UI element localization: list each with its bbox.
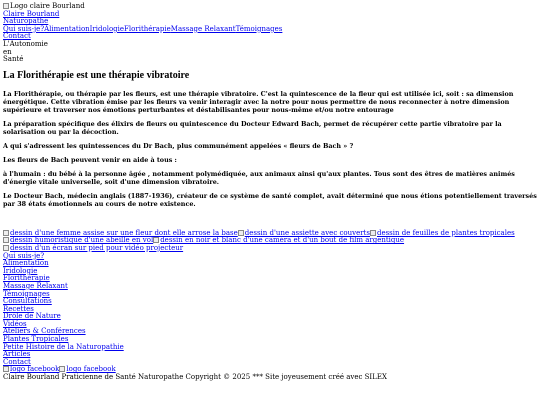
page <box>3 3 537 382</box>
facebook-icon <box>59 366 65 372</box>
tagline-line-2: en <box>3 47 12 56</box>
tagline-line-1: L'Autonomie <box>3 39 48 48</box>
site-logo[interactable]: Logo claire Bourland <box>3 3 537 11</box>
gallery-image-plate[interactable]: dessin d'une assiette avec couverts <box>238 230 370 238</box>
footer-link-recettes[interactable]: Recettes <box>3 304 34 313</box>
copyright: Claire Bourland Praticienne de Santé Naturopathe Copyright © 2025 *** Site joyeusement créé avec SILEX <box>3 373 387 382</box>
broken-image-icon <box>3 237 9 243</box>
nav-iridologie[interactable]: Iridologie <box>89 24 125 33</box>
tagline-line-3: Santé <box>3 55 24 64</box>
broken-image-icon <box>3 245 9 251</box>
image-gallery <box>3 230 537 253</box>
facebook-link-2[interactable]: logo facebook <box>59 366 115 374</box>
broken-image-icon <box>153 237 159 243</box>
nav-massage-relaxant[interactable]: Massage Relaxant <box>170 24 236 33</box>
gallery-image-woman-flower[interactable]: dessin d'une femme assise sur une fleur dont elle arrose la base <box>3 230 238 238</box>
nav-qui-suis-je[interactable]: Qui suis-je? <box>3 24 45 33</box>
footer-link-alimentation[interactable]: Alimentation <box>3 259 49 268</box>
footer-link-plantes-tropicales[interactable]: Plantes Tropicales <box>3 335 69 344</box>
footer-link-massage-relaxant[interactable]: Massage Relaxant <box>3 281 68 290</box>
footer-link-drole-de-nature[interactable]: Drôle de Nature <box>3 312 61 321</box>
article <box>3 70 537 208</box>
footer-link-contact[interactable]: Contact <box>3 357 31 366</box>
footer-link-qui-suis-je[interactable]: Qui suis-je? <box>3 251 45 260</box>
nav-alimentation[interactable]: Alimentation <box>44 24 90 33</box>
paragraph-human: à l'humain : du bébé à la personne âgée , notamment polymédiquée, aux animaux ainsi qu'aux plantes. Tous sont des êtres de matières animés d'énergie vitale universelle, soit d'une dimension vibratoire. <box>3 169 515 186</box>
footer-nav <box>3 253 537 367</box>
broken-image-icon <box>370 230 376 236</box>
nav-floritherapie[interactable]: Florithérapie <box>124 24 171 33</box>
paragraph-help: Les fleurs de Bach peuvent venir en aide à tous : <box>3 155 177 164</box>
facebook-icon <box>3 366 9 372</box>
paragraph-intro: La Florithérapie, ou thérapie par les fleurs, est une thérapie vibratoire. C'est la quintescence de la fleur qui est utilisée ici, soit : sa dimension énergétique. Cette vibration émise par les fleurs va venir interagir avec la notre pour nous permettre de nous reconnecter à notre dimension supérieure et traverser nos émotions perturbantes et déstabilisantes pour nous-même et/ou notre entourage <box>3 89 514 114</box>
footer-link-temoignages[interactable]: Témoignages <box>3 289 50 298</box>
footer-link-videos[interactable]: Vidéos <box>3 319 27 328</box>
site-header <box>3 3 537 64</box>
gallery-image-tropical-leaves[interactable]: dessin de feuilles de plantes tropicales <box>370 230 515 238</box>
footer-link-consultations[interactable]: Consultations <box>3 297 52 306</box>
nav-contact[interactable]: Contact <box>3 32 31 41</box>
brand-name-link[interactable]: Claire Bourland <box>3 9 60 18</box>
top-nav <box>3 26 537 34</box>
footer-link-floritherapie[interactable]: Florithérapie <box>3 274 50 283</box>
paragraph-question: A qui s'adressent les quintessences du Dr Bach, plus communément appelées « fleurs de Bach » ? <box>3 141 354 150</box>
facebook-link-1[interactable]: logo facebook <box>3 366 59 374</box>
broken-image-icon <box>3 3 9 9</box>
footer-link-ateliers[interactable]: Ateliers & Conférences <box>3 327 86 336</box>
gallery-row-2 <box>3 237 537 252</box>
broken-image-icon <box>238 230 244 236</box>
paragraph-doctor: Le Docteur Bach, médecin anglais (1887-1936), créateur de ce système de santé complet, avait déterminé que nous étions potentiellement traversés par 38 états émotionnels au cours de notre existence. <box>3 191 537 208</box>
footer-link-histoire-naturopathie[interactable]: Petite Histoire de la Naturopathie <box>3 342 124 351</box>
paragraph-preparation: La préparation spécifique des élixirs de fleurs ou quintescence du Docteur Edward Bach, permet de récupérer cette partie vibratoire par la solarisation ou par la décoction. <box>3 119 502 136</box>
footer-link-iridologie[interactable]: Iridologie <box>3 266 38 275</box>
gallery-image-screen[interactable]: dessin d'un écran sur pied pour vidéo projecteur <box>3 245 183 253</box>
page-title: La Florithérapie est une thérapie vibratoire <box>3 69 190 81</box>
broken-image-icon <box>3 230 9 236</box>
gallery-image-bee[interactable]: dessin humoristique d'une abeille en vol <box>3 237 153 245</box>
footer-link-articles[interactable]: Articles <box>3 350 31 359</box>
nav-temoignages[interactable]: Témoignages <box>235 24 283 33</box>
brand-subtitle-link[interactable]: Naturopathe <box>3 17 49 26</box>
gallery-image-camera[interactable]: dessin en noir et blanc d'une caméra et d'un bout de film argentique <box>153 237 404 245</box>
